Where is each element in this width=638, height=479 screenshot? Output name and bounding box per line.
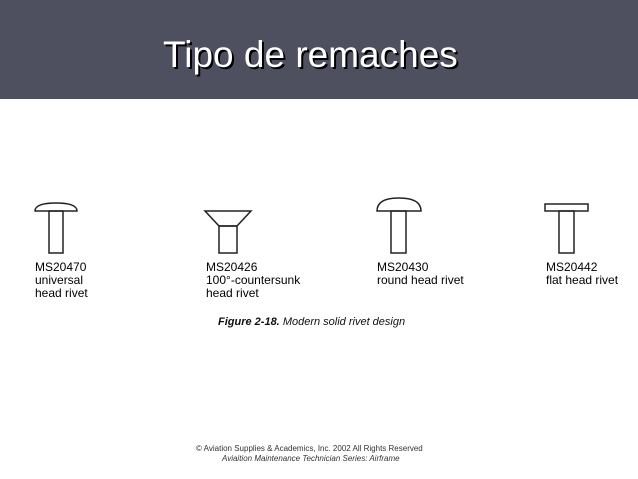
rivet-code: MS20470: [35, 260, 87, 274]
slide-title: Tipo de remaches: [163, 34, 458, 75]
rivet-desc-line: head rivet: [206, 286, 259, 300]
rivet-desc-line: round head rivet: [377, 273, 464, 287]
copyright-line: © Aviation Supplies & Academics, Inc. 2002 All Rights Reserved: [196, 444, 423, 453]
rivet-label: [377, 261, 464, 287]
rivet-desc-line: flat head rivet: [546, 273, 619, 287]
round-head-rivet-drawing: [375, 200, 425, 256]
rivet-label: [546, 261, 618, 287]
rivet-desc-line: 100°-countersunk: [206, 273, 301, 287]
rivet-code: MS20442: [546, 260, 598, 274]
series-line: Aviaition Maintenance Technician Series: Airframe: [222, 454, 400, 463]
countersunk-head-rivet-drawing: [204, 200, 254, 256]
universal-head-rivet-drawing: [33, 200, 83, 256]
flat-head-rivet-drawing: [545, 200, 595, 256]
rivet-desc-line: head rivet: [35, 286, 88, 300]
figure-caption: [218, 316, 405, 328]
figure-caption-label: Figure 2-18.: [218, 316, 280, 328]
rivet-desc-line: universal: [35, 273, 84, 287]
rivet-code: MS20430: [377, 260, 429, 274]
rivet-label: [206, 261, 300, 300]
copyright-notice: [196, 444, 423, 464]
figure-caption-text: Modern solid rivet design: [282, 316, 406, 328]
title-bar: [0, 0, 638, 99]
rivet-code: MS20426: [206, 260, 258, 274]
rivet-label: [35, 261, 88, 300]
